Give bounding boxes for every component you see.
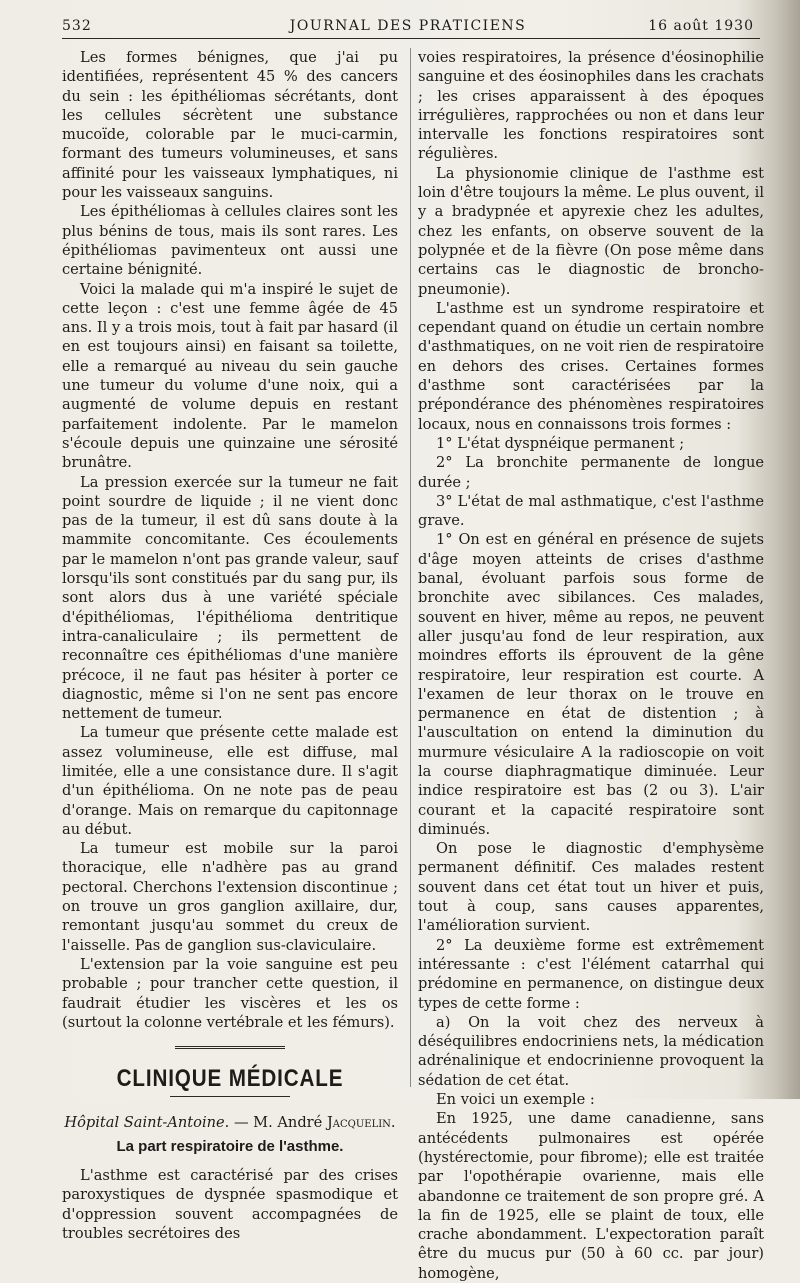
paragraph: L'asthme est caractérisé par des crises paroxystiques de dyspnée spasmodique et d'oppression souvent accompagnées de troubles secrétoires des (62, 1167, 398, 1242)
paragraph: La tumeur est mobile sur la paroi thoracique, elle n'adhère pas au grand pectoral. Cherchons l'extension discontinue ; on trouve un gros ganglion axillaire, dur, remontant jusqu'au sommet du creux de l'aisselle. Pas de ganglion sus-claviculaire. (62, 840, 398, 954)
paragraph: voies respiratoires, la présence d'éosinophilie sanguine et des éosinophiles dans les crachats ; les crises apparaissent à des époques irrégulières, rapprochées ou non et dans leur intervalle les fonctions respiratoires sont régulières. (418, 49, 765, 163)
section-title: CLINIQUE MÉDICALE (116, 1065, 344, 1093)
page-number: 532 (62, 18, 92, 34)
paragraph: Les formes bénignes, que j'ai pu identifiées, représentent 45 % des cancers du sein : les épithéliomas sécrétants, dont les cellules sécrètent une substance mucoïde, colorable par le muci-carmin, formant des tumeurs volumineuses, et sans affinité pour les vaisseaux lymphatiques, ni pour les vaisseaux sanguins. (62, 49, 398, 202)
paragraph: Les épithéliomas à cellules claires sont les plus bénins de tous, mais ils sont rares. Les épithéliomas pavimenteux ont aussi une certaine bénignité. (62, 203, 398, 279)
left-column (62, 48, 398, 1243)
journal-title: JOURNAL DES PRATICIENS (289, 18, 527, 34)
list-item: 1° L'état dyspnéique permanent ; (436, 434, 685, 452)
paragraph: On pose le diagnostic d'emphysème permanent définitif. Ces malades restent souvent dans cet état tout un hiver et puis, tout à coup, sans causes apparentes, l'amélioration survient. (418, 840, 764, 935)
hospital-name: Hôpital Saint-Antoine. (64, 1114, 230, 1132)
paragraph: L'extension par la voie sanguine est peu probable ; pour trancher cette question, il faudrait étudier les viscères et les os (surtout la colonne vertébrale et les fémurs). (62, 955, 398, 1031)
right-column (418, 48, 764, 1283)
list-item: 3° L'état de mal asthmatique, c'est l'asthme grave. (418, 492, 764, 530)
paragraph: Voici la malade qui m'a inspiré le sujet de cette leçon : c'est une femme âgée de 45 ans. Il y a trois mois, tout à fait par hasard (il en est toujours ainsi) en faisant sa toilette, elle a remarqué au niveau du sein gauche une tumeur du volume d'une noix, qui a augmenté de volume depuis en restant parfaitement indolente. Par le mamelon s'écoule depuis une quinzaine une sérosité brunâtre. (62, 280, 398, 472)
running-header (62, 14, 754, 40)
paragraph: 1° On est en général en présence de sujets d'âge moyen atteints de crises d'asthme banal, évoluant parfois sous forme de bronchite avec sibilances. Ces malades, souvent en hiver, même au repos, ne peuvent aller jusqu'au fond de leur respiration, aux moindres efforts ils éprouvent de la gêne respiratoire, leur respiration est courte. A l'examen de leur thorax on le trouve en permanence en état de distention ; à l'auscultation on entend la diminution du murmure vésiculaire A la radioscopie on voit la course diaphragmatique diminuée. Leur indice respiratoire est bas (2 ou 3). L'air courant et la capacité respiratoire sont diminués. (418, 531, 764, 838)
section-underline (170, 1096, 290, 1097)
paragraph: La tumeur que présente cette malade est assez volumineuse, elle est diffuse, mal limitée, elle a une consistance dure. Il s'agit d'un épithélioma. On ne note pas de peau d'orange. Mais on remarque du capitonnage au début. (62, 724, 398, 838)
author-name: Jacquelin. (326, 1114, 396, 1132)
author-prefix: — M. André (233, 1114, 323, 1132)
paragraph: En 1925, une dame canadienne, sans antécédents pulmonaires est opérée (hystérectomie, pour fibrome); elle est traitée par l'opothérapie ovarienne, mais elle abandonne ce traitement de son propre gré. A la fin de 1925, elle se plaint de toux, elle crache abondamment. L'expectoration paraît être du mucus pur (50 à 60 cc. par jour) homogène, (418, 1110, 764, 1282)
paragraph: L'asthme est un syndrome respiratoire et cependant quand on étudie un certain nombre d'asthmatiques, on ne voit rien de respiratoire en dehors des crises. Certaines formes d'asthme sont caractérisées par la prépondérance des phénomènes respiratoires locaux, nous en connaissons trois formes : (418, 299, 764, 433)
paragraph: En voici un exemple : (436, 1091, 595, 1109)
list-item: 2° La bronchite permanente de longue durée ; (418, 454, 764, 491)
paragraph: La physionomie clinique de l'asthme est loin d'être toujours la même. Le plus ouvent, il y a bradypnée et apyrexie chez les adultes, chez les enfants, on observe souvent de la polypnée et de la fièvre (On pose même dans certains cas le diagnostic de broncho-pneumonie). (418, 164, 764, 298)
section-separator (175, 1046, 285, 1051)
column-divider (410, 48, 411, 1087)
article-byline (62, 1113, 398, 1132)
paragraph: 2° La deuxième forme est extrêmement intéressante : c'est l'élément catarrhal qui prédomine en permanence, on distingue deux types de cette forme : (418, 936, 764, 1012)
paragraph: La pression exercée sur la tumeur ne fait point sourdre de liquide ; il ne vient donc pas de la tumeur, il est dû sans doute à la mammite concomitante. Ces écoulements par le mamelon n'ont pas grande valeur, sauf lorsqu'ils sont constitués par du sang pur, ils sont alors dus à une variété spéciale d'épithéliomas, l'épithélioma dentritique intra-canaliculaire ; ils permettent de reconnaître ces épithéliomas d'une manière précoce, il ne faut pas hésiter à porter ce diagnostic, même si l'on ne sent pas encore nettement de tumeur. (62, 473, 398, 723)
issue-date: 16 août 1930 (648, 18, 754, 34)
article-title: La part respiratoire de l'asthme. (116, 1137, 344, 1155)
paragraph: a) On la voit chez des nerveux à déséquilibres endocriniens nets, la médication adrénalinique et endocrinienne provoquent la sédation de cet état. (418, 1013, 764, 1089)
header-rule (62, 38, 760, 39)
